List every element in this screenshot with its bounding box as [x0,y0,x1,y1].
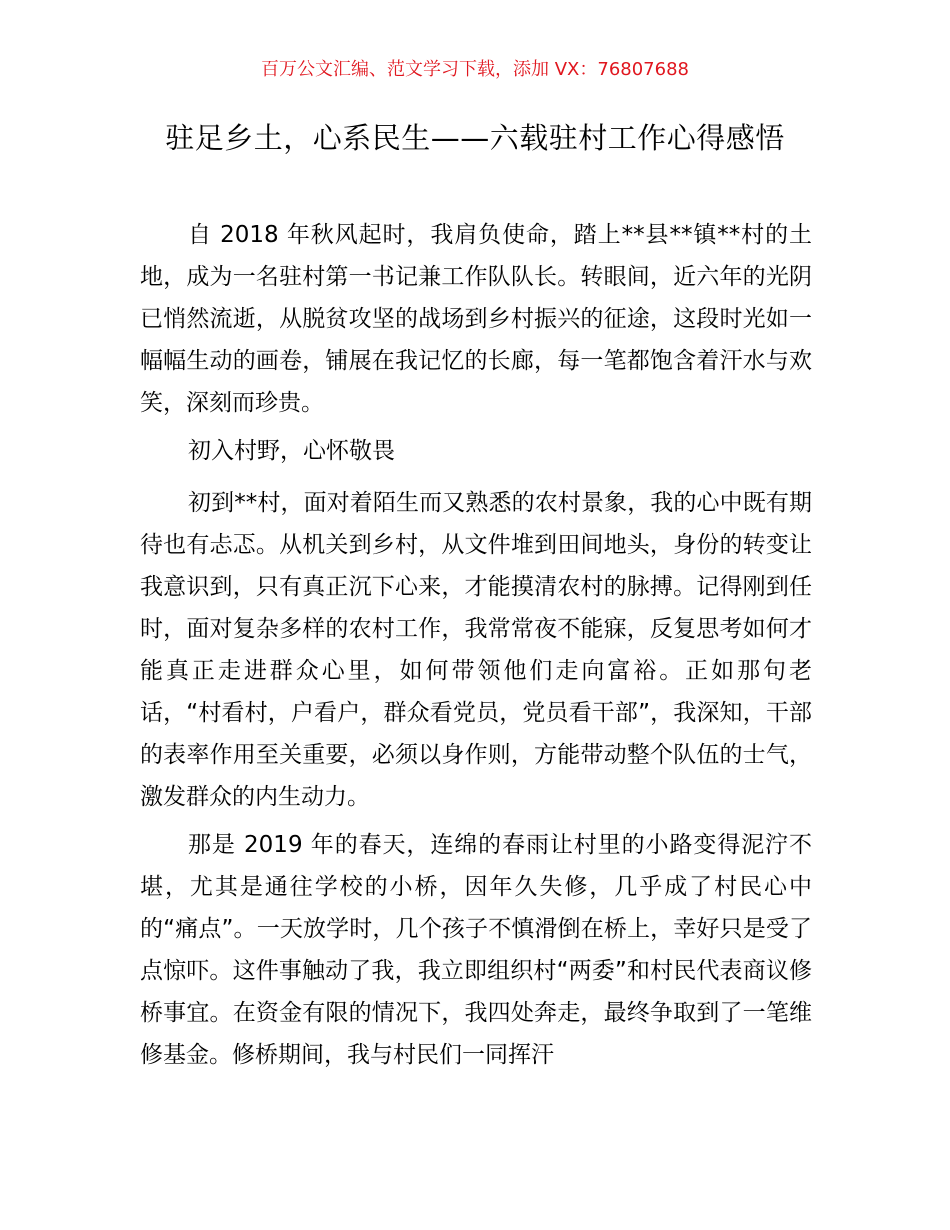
header-watermark: 百万公文汇编、范文学习下载，添加 VX：76807688 [261,59,689,80]
section-heading: 初入村野，心怀敬畏 [188,438,395,464]
paragraph-arrival: 初到**村，面对着陌生而又熟悉的农村景象，我的心中既有期待也有忐忑。从机关到乡村，从文件堆到田间地头，身份的转变让我意识到，只有真正沉下心来，才能摸清农村的脉搏。记得刚到任时，面对复杂多样的农村工作，我常常夜不能寐，反复思考如何才能真正走进群众心里，如何带领他们走向富裕。正如那句老话，“村看村，户看户，群众看党员，党员看干部”，我深知，干部的表率作用至关重要，必须以身作则，方能带动整个队伍的士气，激发群众的内生动力。 [140,490,812,810]
document-title: 驻足乡土，心系民生——六载驻村工作心得感悟 [165,121,785,155]
document-body [140,214,812,1082]
paragraph-intro: 自 2018 年秋风起时，我肩负使命，踏上**县**镇**村的土地，成为一名驻村第一书记兼工作队队长。转眼间，近六年的光阴已悄然流逝，从脱贫攻坚的战场到乡村振兴的征途，这段时光如一幅幅生动的画卷，铺展在我记忆的长廊，每一笔都饱含着汗水与欢笑，深刻而珍贵。 [140,222,812,416]
paragraph-bridge: 那是 2019 年的春天，连绵的春雨让村里的小路变得泥泞不堪，尤其是通往学校的小桥，因年久失修，几乎成了村民心中的“痛点”。一天放学时，几个孩子不慎滑倒在桥上，幸好只是受了点惊吓。这件事触动了我，我立即组织村“两委”和村民代表商议修桥事宜。在资金有限的情况下，我四处奔走，最终争取到了一笔维修基金。修桥期间，我与村民们一同挥汗 [140,832,812,1068]
